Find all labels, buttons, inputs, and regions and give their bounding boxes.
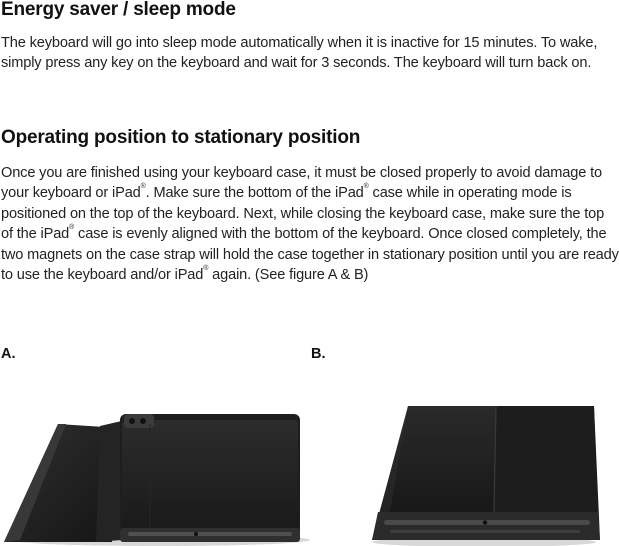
figure-a-photo xyxy=(0,400,310,546)
figure-b-photo xyxy=(366,400,606,546)
figure-a-label: A. xyxy=(1,346,16,362)
registered-mark: ® xyxy=(363,183,369,191)
paragraph-text: . Make sure the bottom of the iPad xyxy=(145,185,364,202)
paragraph-text: case is evenly aligned with the bottom of the keyboard. Once closed completely, the two magnets on the case strap will hold the case together in stationary position until you are ready to use the keyboard and/or iPad xyxy=(1,226,619,284)
stationary-position-paragraph xyxy=(1,163,619,285)
paragraph-text: again. (See figure A & B) xyxy=(208,267,369,284)
registered-mark: ® xyxy=(69,224,75,232)
paragraph-text: Once you are finished using your keyboard case, it must be closed properly to avoid damage to your keyboard or iPad xyxy=(1,165,602,202)
figure-b-label: B. xyxy=(311,346,326,362)
registered-mark: ® xyxy=(203,265,209,273)
registered-mark: ® xyxy=(140,183,146,191)
section-heading-stationary-position: Operating position to stationary position xyxy=(1,127,361,148)
sleep-mode-paragraph: The keyboard will go into sleep mode automatically when it is inactive for 15 minutes. To wake, simply press any key on the keyboard and wait for 3 seconds. The keyboard will turn back on. xyxy=(1,35,598,72)
section-heading-sleep-mode: Energy saver / sleep mode xyxy=(1,0,236,20)
paragraph-text: case while in operating mode is positioned on the top of the keyboard. Next, while closing the keyboard case, make sure the top of the iPad xyxy=(1,185,605,243)
